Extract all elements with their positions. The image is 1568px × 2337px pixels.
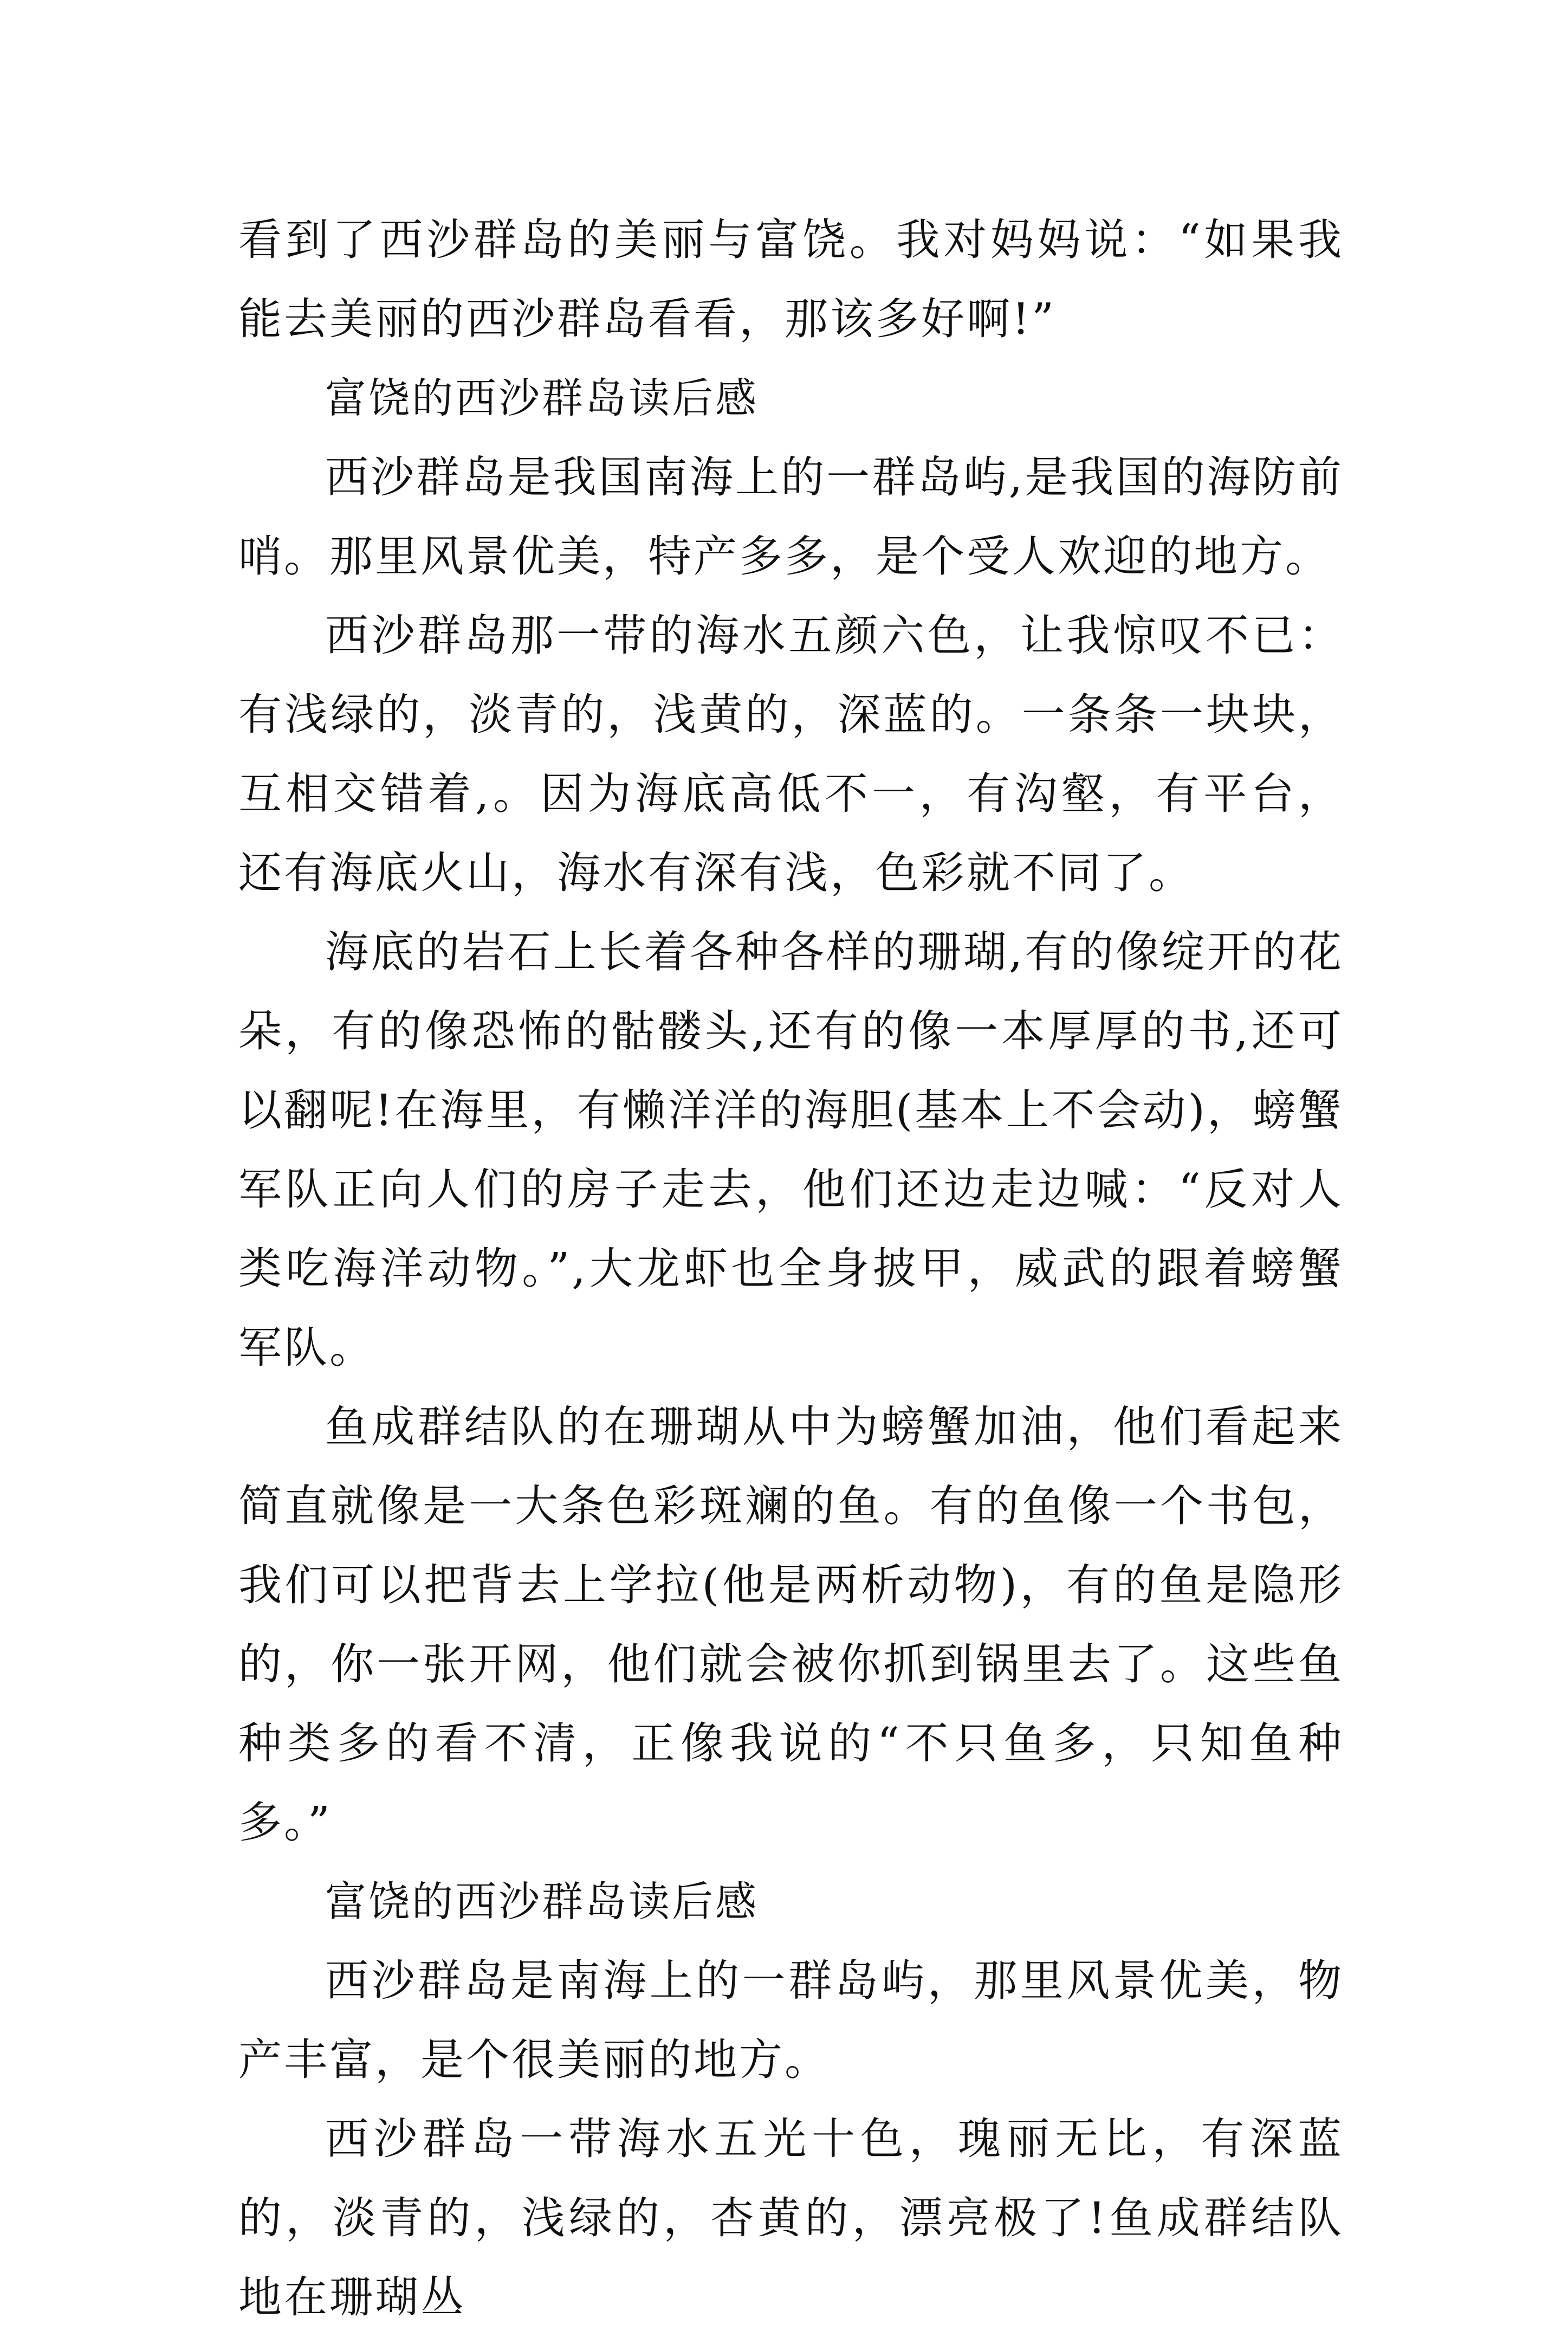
paragraph: 看到了西沙群岛的美丽与富饶。我对妈妈说：“如果我能去美丽的西沙群岛看看，那该多好啊!” <box>238 215 1344 344</box>
section-heading: 富饶的西沙群岛读后感 <box>325 374 759 422</box>
paragraph: 西沙群岛是我国南海上的一群岛屿,是我国的海防前哨。那里风景优美，特产多多，是个受人欢迎的地方。 <box>238 452 1344 582</box>
section-heading: 富饶的西沙群岛读后感 <box>325 1877 759 1926</box>
paragraph: 西沙群岛是南海上的一群岛屿，那里风景优美，物产丰富，是个很美丽的地方。 <box>238 1955 1344 2085</box>
paragraph: 西沙群岛那一带的海水五颜六色，让我惊叹不已：有浅绿的，淡青的，浅黄的，深蓝的。一条条一块块，互相交错着,。因为海底高低不一，有沟壑，有平台，还有海底火山，海水有深有浅，色彩就不同了。 <box>238 610 1344 898</box>
paragraph: 西沙群岛一带海水五光十色，瑰丽无比，有深蓝的，淡青的，浅绿的，杏黄的，漂亮极了!鱼成群结队地在珊瑚丛 <box>238 2114 1344 2322</box>
document-body <box>238 201 1344 2337</box>
paragraph: 鱼成群结队的在珊瑚从中为螃蟹加油，他们看起来简直就像是一大条色彩斑斓的鱼。有的鱼像一个书包，我们可以把背去上学拉(他是两析动物)，有的鱼是隐形的，你一张开网，他们就会被你抓到锅里去了。这些鱼种类多的看不清，正像我说的“不只鱼多，只知鱼种多。” <box>238 1402 1344 1848</box>
paragraph: 海底的岩石上长着各种各样的珊瑚,有的像绽开的花朵，有的像恐怖的骷髅头,还有的像一本厚厚的书,还可以翻呢!在海里，有懒洋洋的海胆(基本上不会动)，螃蟹军队正向人们的房子走去，他们还边走边喊：“反对人类吃海洋动物。”,大龙虾也全身披甲，威武的跟着螃蟹军队。 <box>238 927 1344 1373</box>
